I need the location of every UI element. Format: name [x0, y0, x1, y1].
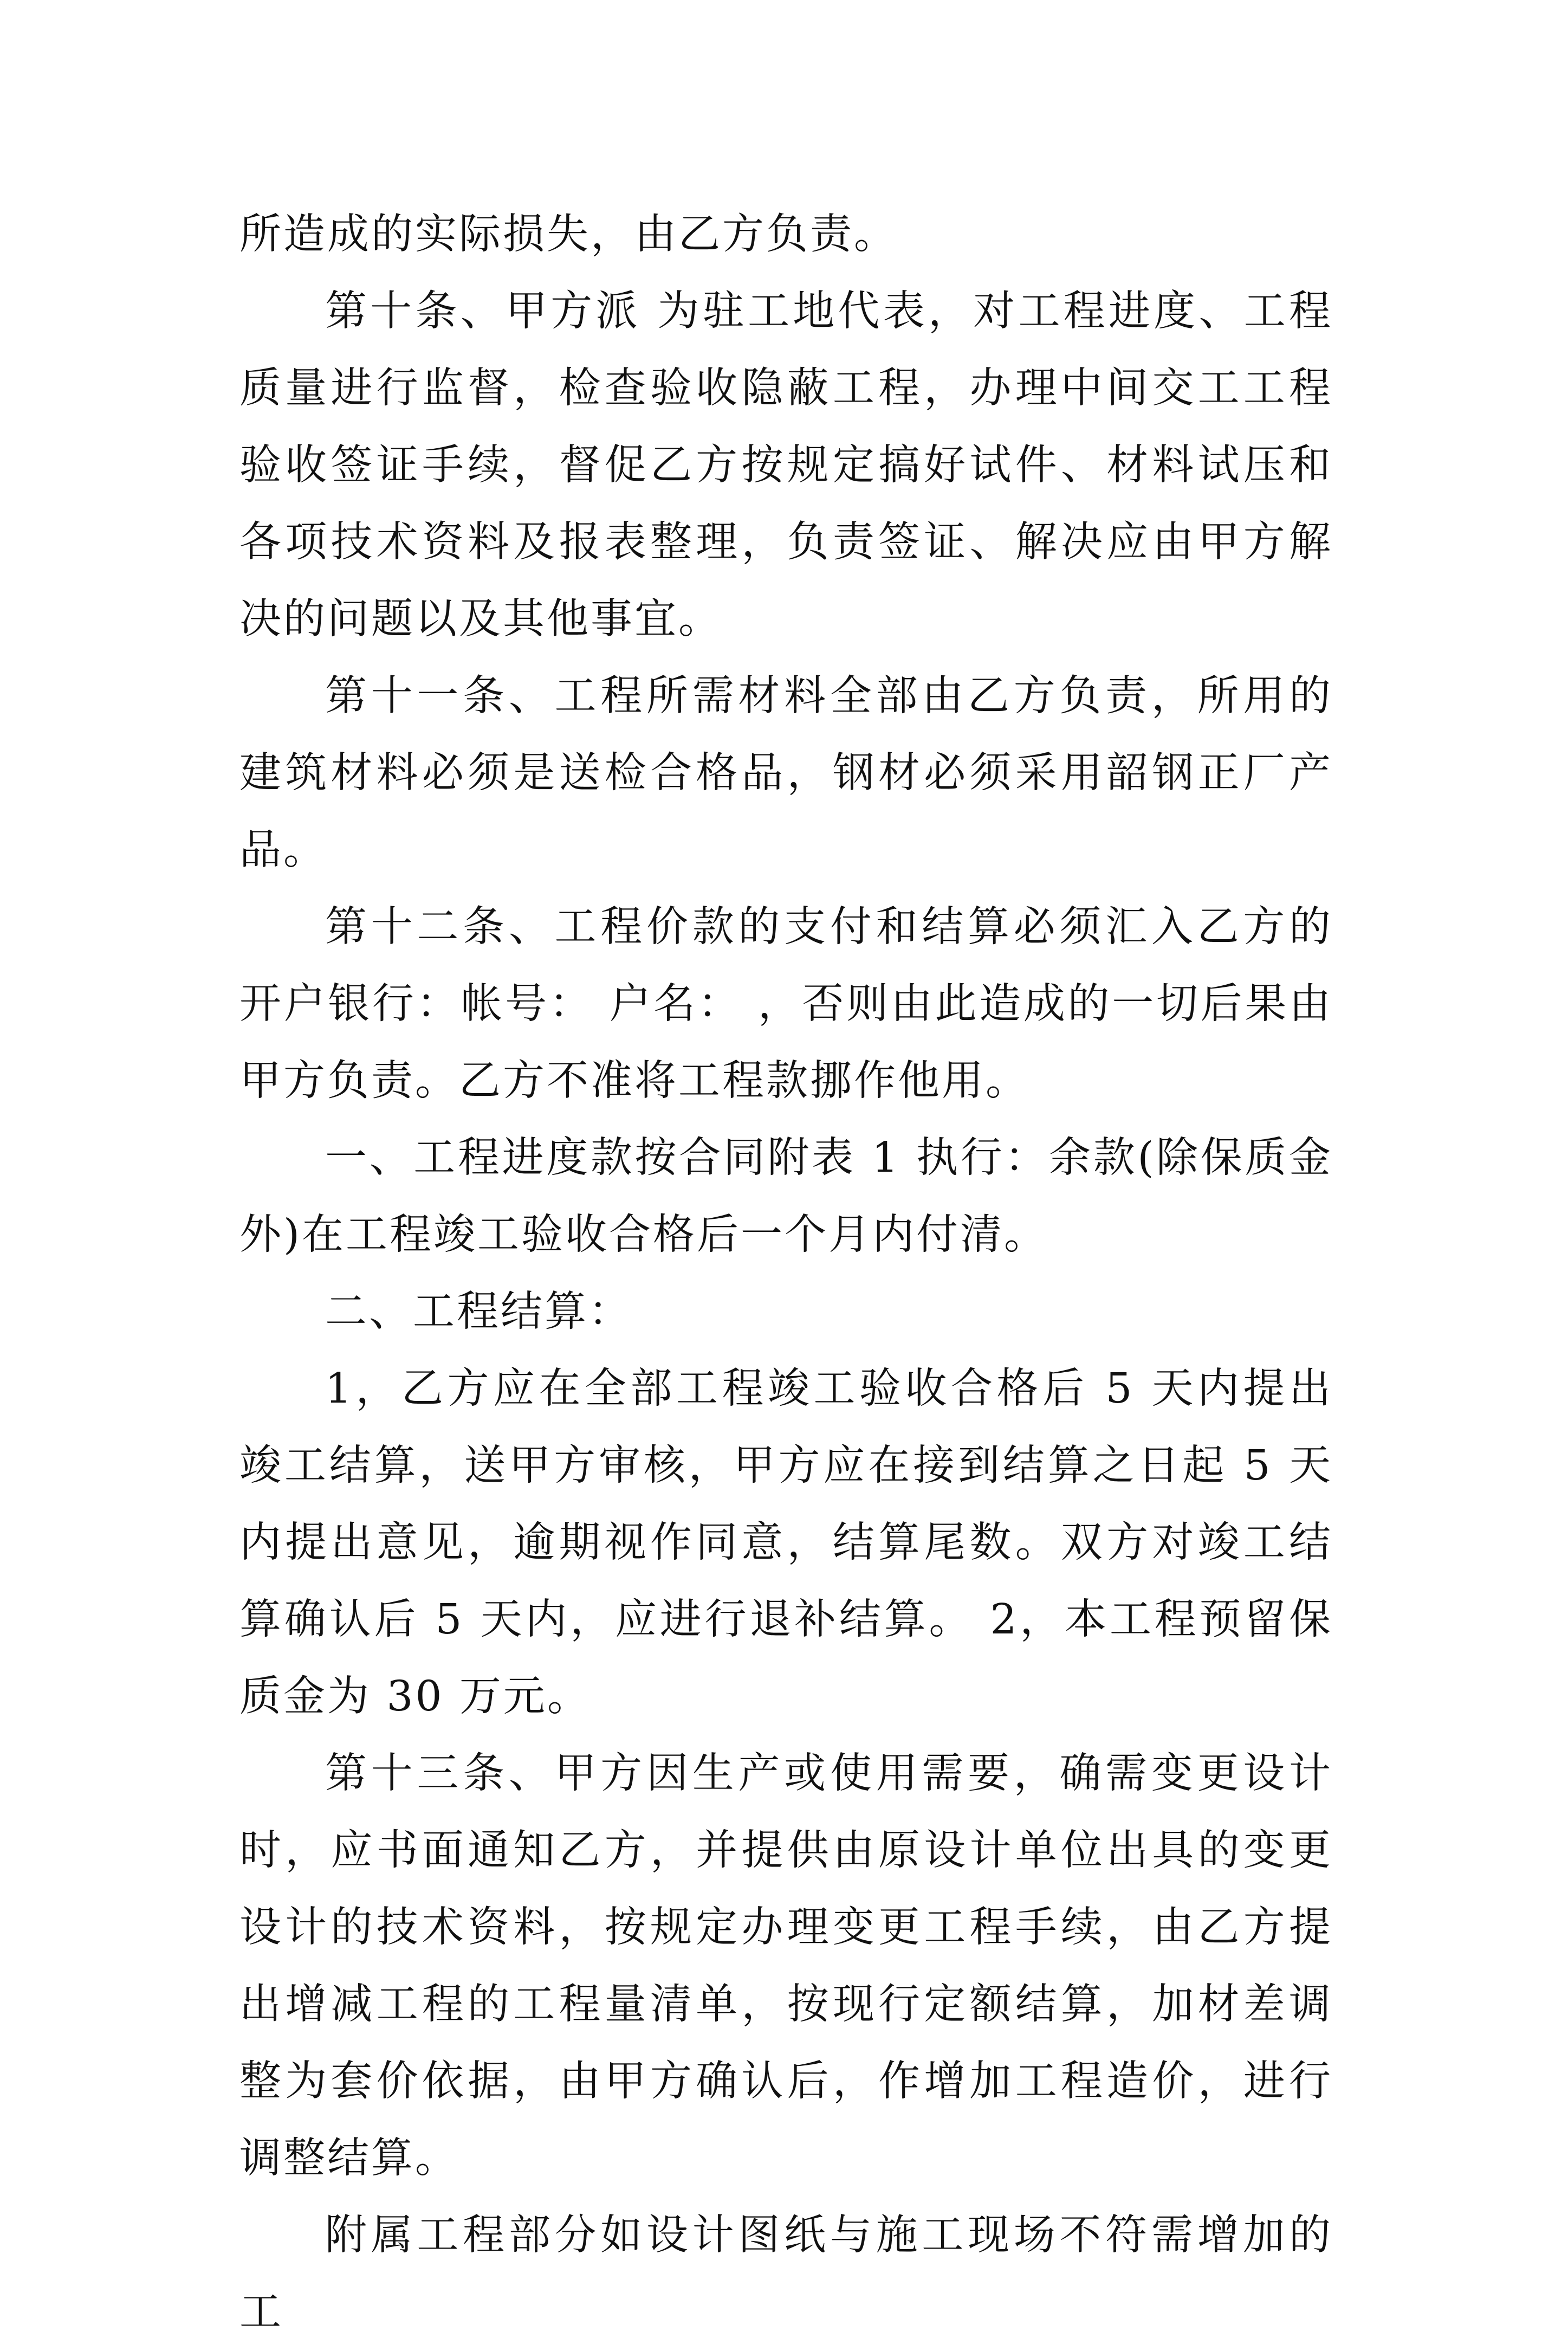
paragraph-progress-payment: 一、工程进度款按合同附表 1 执行：余款(除保质金外)在工程竣工验收合格后一个月内付清。	[239, 1134, 1333, 1259]
paragraph-settlement-terms: 1，乙方应在全部工程竣工验收合格后 5 天内提出竣工结算，送甲方审核，甲方应在接到结算之日起 5 天内提出意见，逾期视作同意，结算尾数。双方对竣工结算确认后 5 天内，应进行退补结算。 2，本工程预留保质金为 30 万元。	[239, 1365, 1333, 1721]
paragraph-ancillary-works: 附属工程部分如设计图纸与施工现场不符需增加的工	[239, 2211, 1333, 2336]
document-body	[239, 196, 1333, 2351]
paragraph-settlement-heading: 二、工程结算：	[325, 1288, 632, 1336]
paragraph-article-12: 第十二条、工程价款的支付和结算必须汇入乙方的开户银行：帐号： 户名： ，否则由此造成的一切后果由甲方负责。乙方不准将工程款挪作他用。	[239, 903, 1333, 1105]
paragraph-article-11: 第十一条、工程所需材料全部由乙方负责，所用的建筑材料必须是送检合格品，钢材必须采用韶钢正厂产品。	[239, 672, 1333, 874]
paragraph-continuation: 所造成的实际损失，由乙方负责。	[239, 210, 898, 259]
paragraph-article-10: 第十条、甲方派 为驻工地代表，对工程进度、工程质量进行监督，检查验收隐蔽工程，办理中间交工工程验收签证手续，督促乙方按规定搞好试件、材料试压和各项技术资料及报表整理，负责签证、解决应由甲方解决的问题以及其他事宜。	[239, 287, 1333, 643]
paragraph-article-13: 第十三条、甲方因生产或使用需要，确需变更设计时，应书面通知乙方，并提供由原设计单位出具的变更设计的技术资料，按规定办理变更工程手续，由乙方提出增减工程的工程量清单，按现行定额结算，加材差调整为套价依据，由甲方确认后，作增加工程造价，进行调整结算。	[239, 1749, 1333, 2182]
